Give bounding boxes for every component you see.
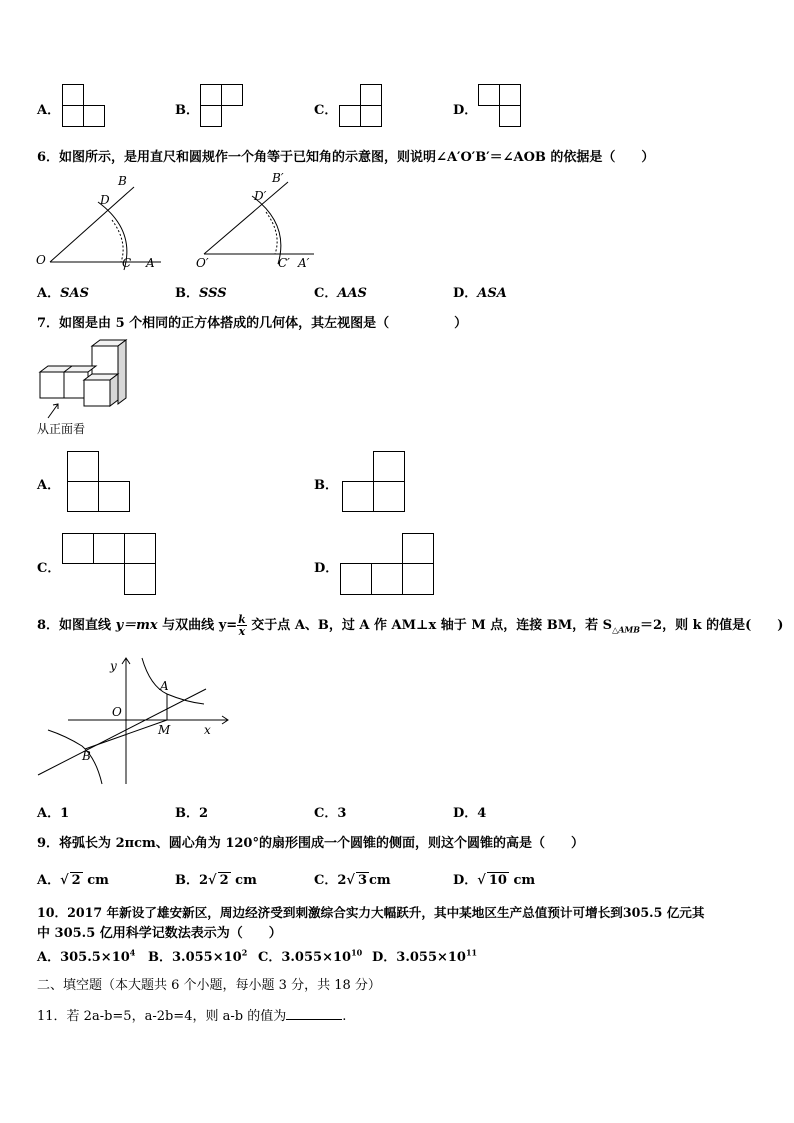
q6-option-c: C．AAS [314, 286, 367, 301]
q6-fig2-label-b: B′ [272, 171, 284, 185]
q6-option-d: D．ASA [453, 286, 507, 301]
q7-option-c-figure [62, 533, 157, 596]
q8-label-y: y [110, 659, 117, 673]
q6-fig1-label-o: O [36, 253, 46, 267]
q6-fig2-label-o: O′ [196, 256, 209, 270]
q8-label-b: B [82, 749, 91, 763]
q5-option-c-label: C． [314, 103, 338, 118]
q6-fig1-label-d: D [100, 193, 110, 207]
q8-label-o: O [112, 705, 122, 719]
q6-fig2-label-c: C′ [278, 256, 290, 270]
q8-option-c: C．3 [314, 806, 347, 821]
q10-option-a: A．$305.5\times 10^4$ [37, 947, 136, 965]
q6-figure-original-angle [36, 172, 166, 272]
q6-fig1-label-b: B [118, 174, 127, 188]
q10-stem-line1: 10．2017 年新设了雄安新区，周边经济受到刺激综合实力大幅跃升，其中某地区生产总值预计可增长到305.5 亿元其 [37, 905, 705, 920]
q9-option-b: B．2√ 2 cm [175, 873, 257, 888]
q6-fig2-label-d: D′ [254, 189, 267, 203]
q9-option-d: D．√ 10 cm [453, 873, 536, 888]
q7-option-a-label: A． [37, 478, 61, 493]
q7-option-a-figure [67, 451, 131, 513]
q8-stem: 8．如图直线 y＝mx 与双曲线 y= $\frac{k}{x}$ 交于点 A、B，过 A 作 AM⊥x 轴于 M 点，连接 BM，若 $S_{\triangle AMB}=2$，则 k 的值是( ) [37, 613, 784, 638]
q5-option-d-figure [478, 84, 522, 128]
q5-option-d-label: D． [453, 103, 478, 118]
q10-option-b: B．$3.055\times 10^2$ [148, 947, 248, 965]
q6-fig1-label-c: C [122, 256, 132, 270]
q10-stem-line2: 中 305.5 亿用科学记数法表示为（ ） [37, 926, 282, 941]
q6-option-a: A．SAS [37, 286, 89, 301]
section-heading-fill-in: 二、填空题（本大题共 6 个小题，每小题 3 分，共 18 分） [37, 978, 381, 993]
q7-view-caption: 从正面看 [37, 422, 86, 436]
q7-option-c-label: C． [37, 561, 61, 576]
q9-option-c: C．2√ 3 cm [314, 873, 391, 888]
q8-option-b: B．2 [175, 806, 209, 821]
q8-option-d: D．4 [453, 806, 487, 821]
q6-fig2-label-a: A′ [298, 256, 310, 270]
q5-option-b-figure [200, 84, 244, 128]
q7-option-d-figure [340, 533, 435, 596]
q6-figure-constructed-angle [192, 172, 322, 272]
q7-option-b-figure [342, 451, 406, 513]
q9-option-a: A．√ 2 cm [37, 873, 109, 888]
q8-label-m: M [158, 723, 171, 737]
q8-label-x: x [204, 723, 211, 737]
q7-option-b-label: B． [314, 478, 338, 493]
q8-option-a: A．1 [37, 806, 70, 821]
q11-answer-blank[interactable] [286, 1019, 342, 1020]
q7-view-arrow [44, 400, 64, 420]
q10-option-d: D．$3.055\times 10^{11}$ [372, 947, 478, 965]
q8-label-a: A [160, 679, 169, 693]
q5-option-a-figure [62, 84, 106, 128]
q9-stem: 9．将弧长为 2πcm、圆心角为 120°的扇形围成一个圆锥的侧面，则这个圆锥的高是（ ） [37, 836, 584, 851]
q6-stem: 6．如图所示，是用直尺和圆规作一个角等于已知角的示意图，则说明∠A′O′B′＝∠AOB 的依据是（ ） [37, 150, 655, 165]
q6-option-b: B．SSS [175, 286, 227, 301]
q5-option-a-label: A． [37, 103, 61, 118]
q7-stem: 7．如图是由 5 个相同的正方体搭成的几何体，其左视图是（ ） [37, 316, 468, 331]
q8-coordinate-graph [36, 654, 236, 789]
q5-option-b-label: B． [175, 103, 199, 118]
q5-option-c-figure [339, 84, 383, 128]
q7-option-d-label: D． [314, 561, 339, 576]
q6-fig1-label-a: A [146, 256, 155, 270]
q11-stem: 11．若 2a-b=5，a-2b=4，则 a-b 的值为 . [37, 1009, 347, 1024]
q10-option-c: C．$3.055\times 10^{10}$ [258, 947, 363, 965]
